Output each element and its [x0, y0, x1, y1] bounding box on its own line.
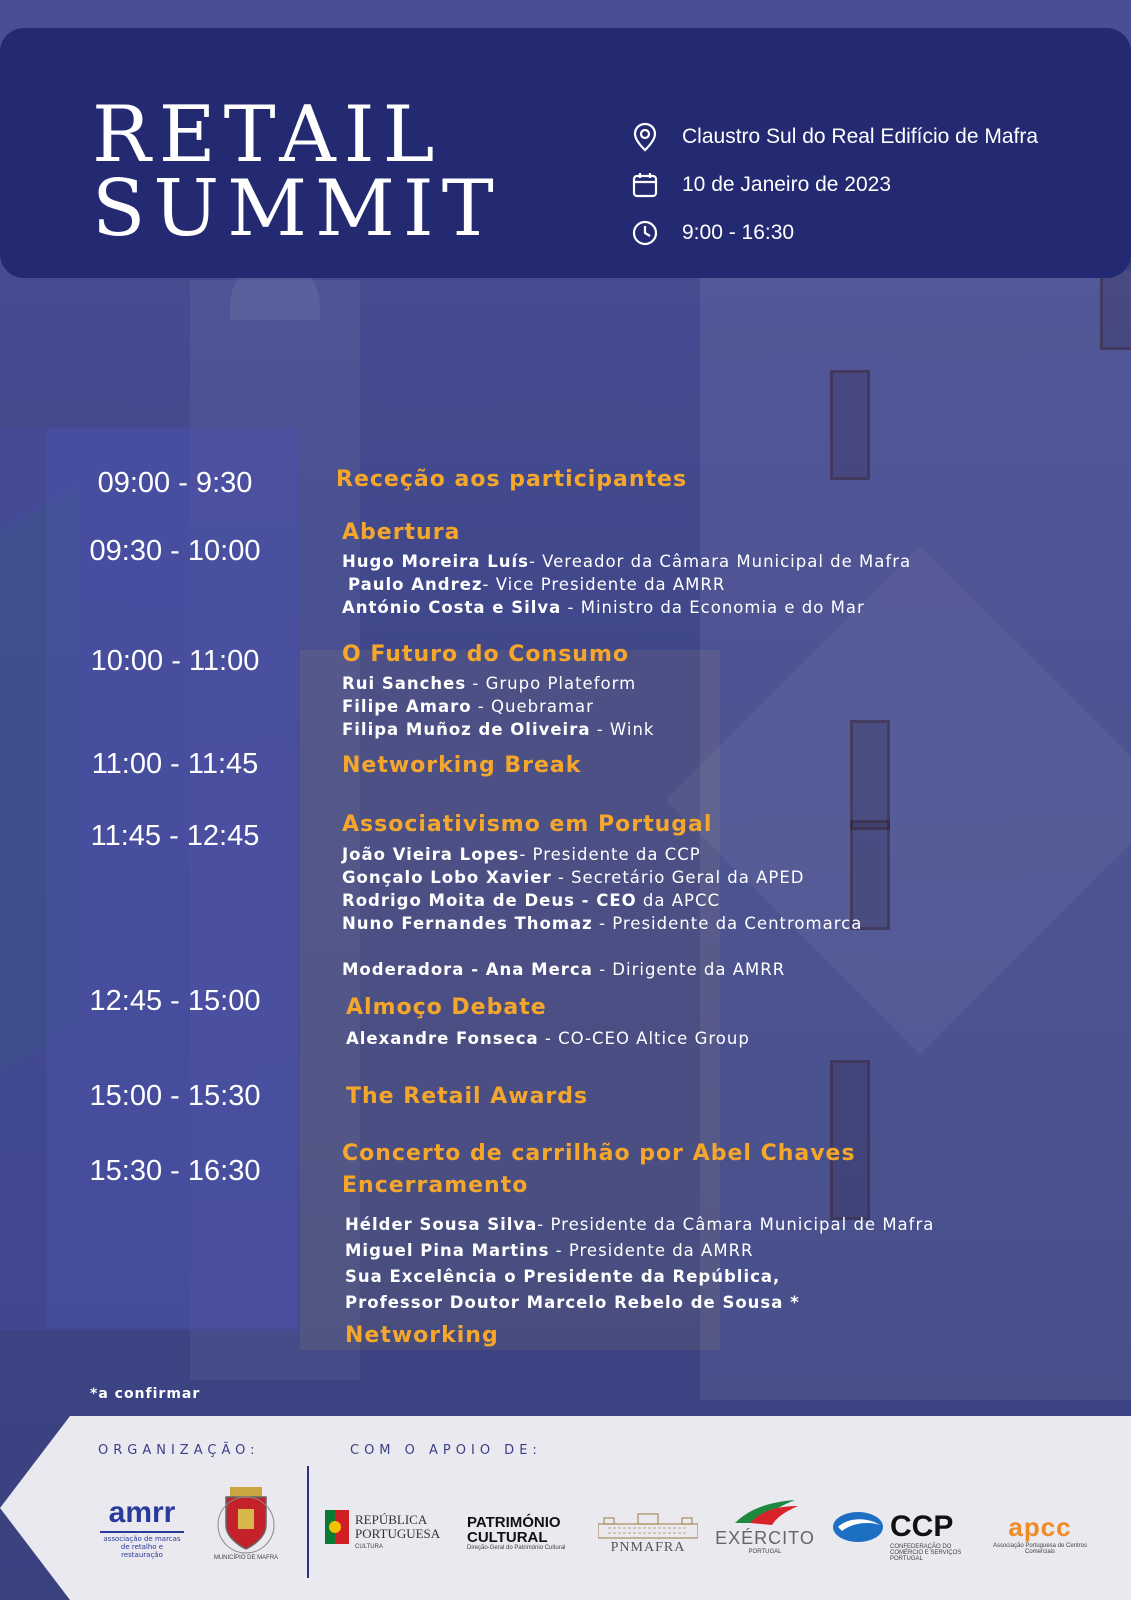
date-row — [630, 161, 1038, 209]
exercito-logo — [715, 1494, 815, 1558]
speaker-role: - Vereador da Câmara Municipal de Mafra — [528, 552, 912, 571]
session-title: Networking Break — [342, 753, 582, 778]
session-time: 09:00 - 9:30 — [97, 467, 253, 499]
mafra-crest-logo — [212, 1480, 280, 1566]
speaker-role: da APCC — [636, 891, 721, 910]
speaker-role: - Secretário Geral da APED — [551, 868, 805, 887]
palace-icon — [598, 1510, 698, 1540]
footnote: *a confirmar — [90, 1386, 201, 1402]
ccp-swirl-icon — [832, 1511, 884, 1543]
speaker-role: - Dirigente da AMRR — [592, 960, 786, 979]
calendar-icon — [630, 170, 660, 200]
window — [850, 720, 890, 830]
speaker-line — [342, 552, 911, 571]
republica-row — [325, 1510, 440, 1544]
speaker-line — [348, 575, 725, 594]
speaker-name: Alexandre Fonseca — [346, 1029, 539, 1048]
session-title: O Futuro do Consumo — [342, 642, 629, 667]
speaker-line — [342, 891, 720, 910]
municipio-label: MUNICÍPIO DE MAFRA — [213, 1555, 279, 1561]
session-title: Almoço Debate — [346, 995, 547, 1020]
speaker-name: António Costa e Silva — [342, 598, 562, 617]
session-title: Encerramento — [342, 1173, 529, 1198]
rep-line-1: REPÚBLICA — [355, 1512, 428, 1527]
pnmafra-text: PNMAFRA — [610, 1539, 686, 1555]
amrr-wordmark: amrr — [108, 1495, 176, 1529]
session-time: 09:30 - 10:00 — [89, 535, 261, 567]
moderator-line — [342, 960, 785, 979]
speaker-line — [345, 1241, 754, 1260]
speaker-name: Miguel Pina Martins — [345, 1241, 550, 1260]
ccp-row — [832, 1510, 953, 1544]
session-time: 15:00 - 15:30 — [89, 1080, 261, 1112]
speaker-name: Hugo Moreira Luís — [342, 552, 529, 571]
speaker-name: Professor Doutor Marcelo Rebelo de Sousa * — [345, 1293, 800, 1312]
speaker-role: - Vice Presidente da AMRR — [482, 575, 726, 594]
window — [830, 1060, 870, 1220]
speaker-name: Sua Excelência o Presidente da República, — [345, 1267, 781, 1286]
patrimonio-cultural-logo — [467, 1510, 577, 1555]
session-time: 10:00 - 11:00 — [90, 645, 260, 677]
speaker-role: - Wink — [590, 720, 655, 739]
speaker-name: Filipa Muñoz de Oliveira — [342, 720, 591, 739]
ccp-sub: CONFEDERAÇÃO DO COMÉRCIO E SERVIÇOS PORTUGAL — [890, 1543, 962, 1562]
amrr-logo — [97, 1495, 187, 1559]
session-title: Associativismo em Portugal — [342, 812, 713, 837]
speaker-line — [342, 674, 636, 693]
speaker-line — [342, 868, 805, 887]
speaker-line — [346, 1029, 750, 1048]
speaker-role: - Ministro da Economia e do Mar — [561, 598, 865, 617]
apcc-logo — [990, 1508, 1090, 1558]
speaker-name: Rui Sanches — [342, 674, 467, 693]
event-info — [630, 113, 1038, 257]
header-banner — [0, 28, 1131, 278]
speaker-name: Paulo Andrez — [348, 575, 483, 594]
speaker-line — [342, 720, 654, 739]
location-row — [630, 113, 1038, 161]
speaker-line — [345, 1267, 780, 1286]
apcc-text: apcc — [1008, 1511, 1072, 1542]
session-title: Concerto de carrilhão por Abel Chaves — [342, 1141, 856, 1166]
session-title: Receção aos participantes — [336, 467, 688, 492]
speaker-role: - Grupo Plateform — [466, 674, 637, 693]
time-text: 9:00 - 16:30 — [682, 221, 795, 244]
patr-line-1: PATRIMÓNIO — [467, 1513, 561, 1531]
rep-sub: CULTURA — [355, 1544, 383, 1550]
session-time: 11:45 - 12:45 — [90, 820, 260, 852]
speaker-role: - Presidente da Centromarca — [592, 914, 863, 933]
speaker-name: Hélder Sousa Silva — [345, 1215, 538, 1234]
session-title: The Retail Awards — [346, 1084, 589, 1109]
title-line-2: SUMMIT — [92, 164, 502, 254]
exercito-sub: PORTUGAL — [748, 1548, 782, 1555]
speaker-line — [342, 697, 594, 716]
location-text: Claustro Sul do Real Edifício de Mafra — [682, 125, 1039, 148]
session-title: Abertura — [342, 520, 461, 545]
date-text: 10 de Janeiro de 2023 — [682, 173, 892, 196]
pnmafra-logo — [597, 1505, 699, 1560]
speaker-line — [342, 845, 701, 864]
exercito-text: EXÉRCITO — [715, 1527, 815, 1548]
speaker-line — [345, 1293, 800, 1312]
support-label: COM O APOIO DE: — [350, 1443, 542, 1458]
title-line-1: RETAIL — [92, 90, 443, 180]
speaker-name: Rodrigo Moita de Deus - CEO — [342, 891, 637, 910]
speaker-line — [342, 914, 862, 933]
speaker-name: Gonçalo Lobo Xavier — [342, 868, 552, 887]
session-title: Networking — [345, 1323, 499, 1348]
speaker-name: Moderadora - Ana Merca — [342, 960, 593, 979]
speaker-line — [342, 598, 865, 617]
ccp-logo — [832, 1508, 972, 1563]
location-pin-icon — [630, 122, 660, 152]
portugal-shield-icon — [325, 1510, 349, 1544]
session-time: 11:00 - 11:45 — [91, 748, 259, 780]
crest-icon — [216, 1485, 276, 1555]
window — [830, 370, 870, 480]
organization-label: ORGANIZAÇÃO: — [98, 1443, 260, 1458]
session-time: 15:30 - 16:30 — [89, 1155, 261, 1187]
speaker-role: - Quebramar — [471, 697, 594, 716]
speaker-line — [345, 1215, 934, 1234]
ccp-text: CCP — [890, 1509, 954, 1543]
apcc-sub: Associação Portuguesa de Centros Comerciais — [992, 1542, 1088, 1555]
speaker-role: - Presidente da AMRR — [549, 1241, 754, 1260]
apcc-wordmark — [1008, 1512, 1071, 1543]
flag-swoosh-icon — [730, 1498, 800, 1528]
speaker-role: - Presidente da Câmara Municipal de Mafra — [537, 1215, 935, 1234]
rep-line-2: PORTUGUESA — [355, 1526, 441, 1541]
clock-icon — [630, 218, 660, 248]
speaker-name: Filipe Amaro — [342, 697, 472, 716]
speaker-role: - Presidente da CCP — [519, 845, 701, 864]
speaker-role: - CO-CEO Altice Group — [538, 1029, 750, 1048]
speaker-name: Nuno Fernandes Thomaz — [342, 914, 593, 933]
amrr-tagline: associação de marcas de retalho e restauração — [100, 1531, 184, 1559]
republica-portuguesa-logo — [325, 1505, 440, 1555]
patr-sub: Direção-Geral do Património Cultural — [467, 1544, 566, 1551]
patr-line-2: CULTURAL — [467, 1528, 548, 1546]
time-row — [630, 209, 1038, 257]
speaker-name: João Vieira Lopes — [342, 845, 520, 864]
republica-text — [355, 1513, 440, 1541]
session-time: 12:45 - 15:00 — [89, 985, 261, 1017]
event-title — [92, 90, 502, 254]
footer-divider — [307, 1466, 309, 1578]
